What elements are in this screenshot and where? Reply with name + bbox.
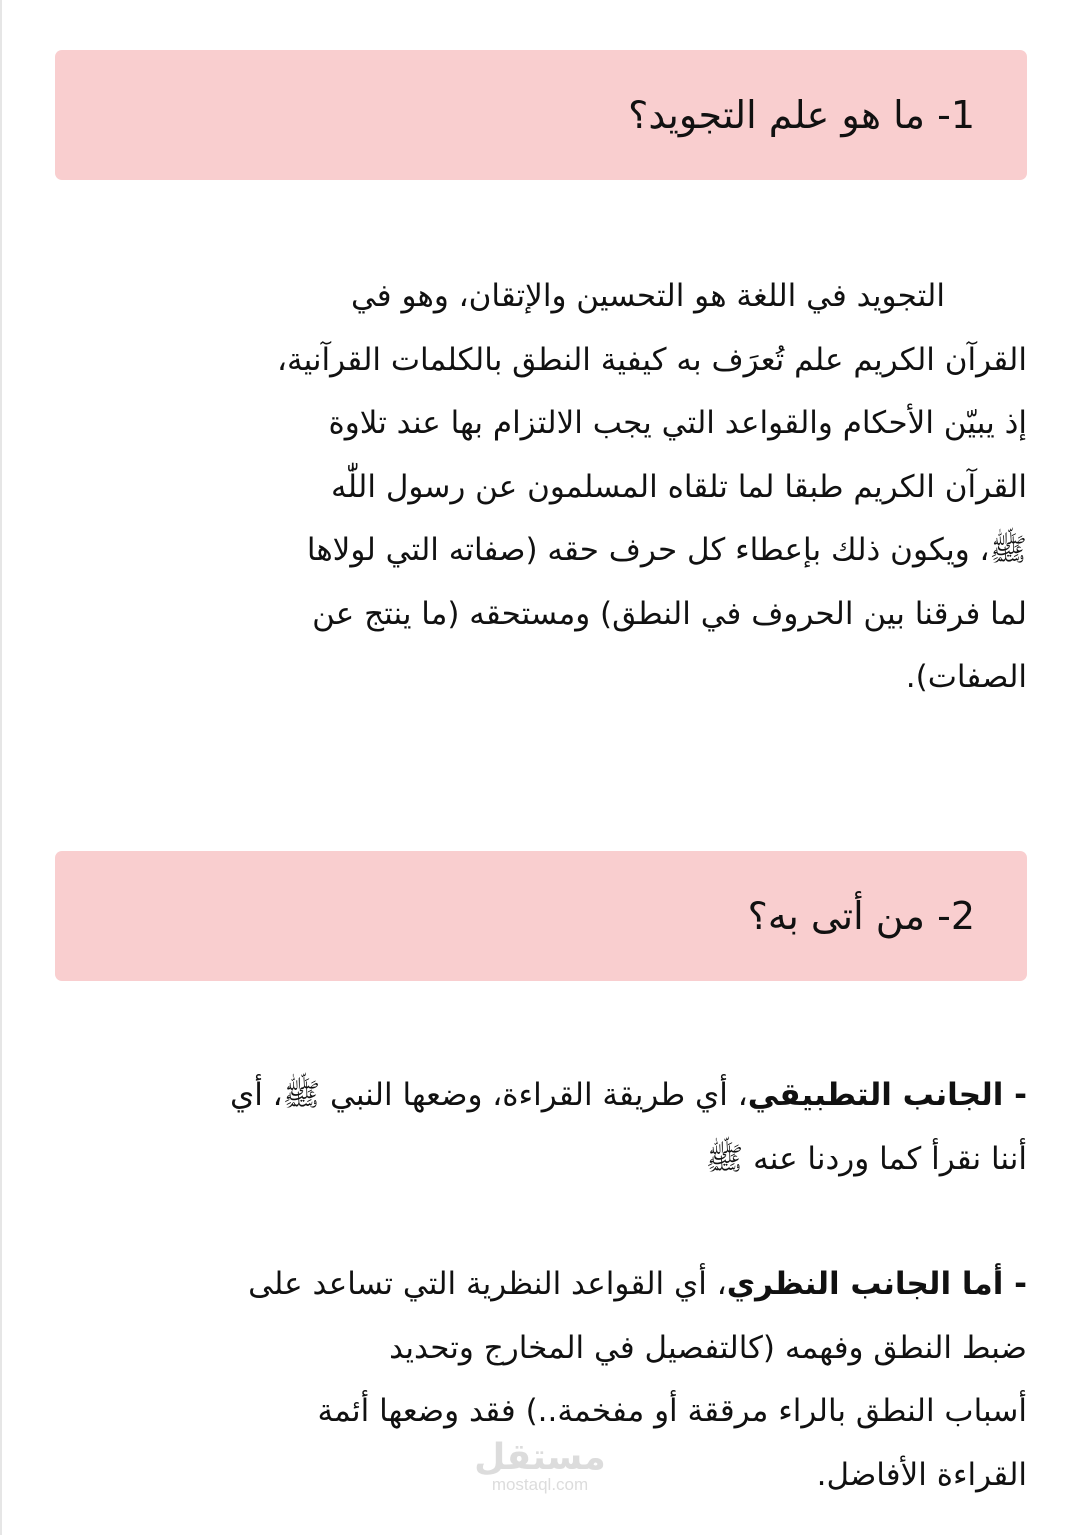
para-line: القراءة الأفاضل. xyxy=(816,1456,1027,1493)
section-1-title: 1- ما هو علم التجويد؟ xyxy=(628,93,975,137)
para-line: التجويد في اللغة هو التحسين والإتقان، وهو في xyxy=(350,278,945,314)
para-line: ﷺ، ويكون ذلك بإعطاء كل حرف حقه (صفاته التي لولاها xyxy=(306,532,1027,568)
para-line: القرآن الكريم علم تُعرَف به كيفية النطق بالكلمات القرآنية، xyxy=(276,341,1027,378)
para-line: إذ يبيّن الأحكام والقواعد التي يجب الالتزام بها عند تلاوة xyxy=(328,405,1027,441)
para-line: القرآن الكريم طبقا لما تلقاه المسلمون عن رسول اللّٰه xyxy=(331,468,1027,505)
para-line: الصفات). xyxy=(905,659,1027,695)
section-2-header xyxy=(55,851,1027,981)
para-line: لما فرقنا بين الحروف في النطق) ومستحقه (ما ينتج عن xyxy=(312,595,1027,632)
para-line-text: ، أي طريقة القراءة، وضعها النبي ﷺ، أي xyxy=(229,1077,748,1113)
left-edge-rule xyxy=(0,0,2,1535)
watermark-logo-text: مستقل xyxy=(474,1437,606,1478)
para-line xyxy=(55,1253,1027,1317)
section-1-header xyxy=(55,50,1027,180)
bold-label-theoretical: - أما الجانب النظري xyxy=(726,1266,1027,1302)
mostaql-watermark xyxy=(470,1437,610,1494)
para-line xyxy=(55,1064,1027,1128)
para-line: أسباب النطق بالراء مرققة أو مفخمة..) فقد وضعها أئمة xyxy=(317,1393,1027,1429)
para-line: أننا نقرأ كما وردنا عنه ﷺ xyxy=(705,1140,1027,1177)
bold-label-practical: - الجانب التطبيقي xyxy=(747,1077,1027,1113)
section-2-item-practical xyxy=(55,1064,1027,1191)
para-line: ضبط النطق وفهمه (كالتفصيل في المخارج وتحديد xyxy=(389,1329,1027,1366)
watermark-url: mostaql.com xyxy=(491,1475,589,1494)
para-line-text: ، أي القواعد النظرية التي تساعد على xyxy=(248,1266,727,1302)
section-1-paragraph xyxy=(55,265,1027,710)
section-2-title: 2- من أتى به؟ xyxy=(747,894,975,938)
